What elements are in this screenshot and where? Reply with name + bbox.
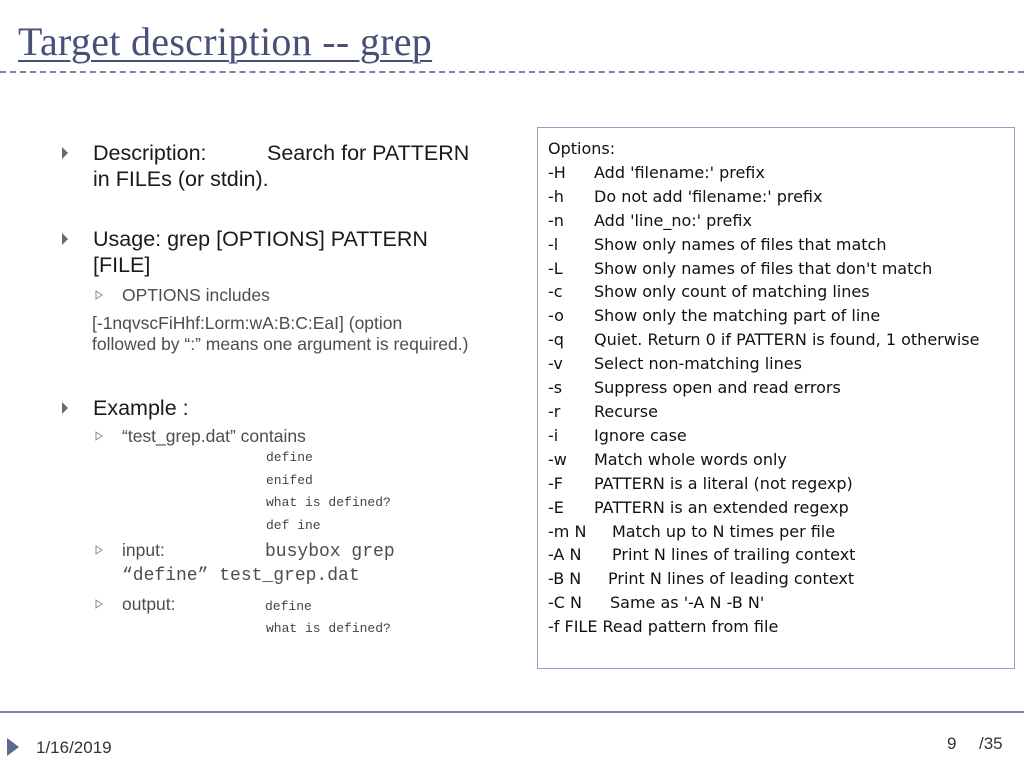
input-label: input: xyxy=(122,540,165,560)
option-flag: -v xyxy=(548,354,563,374)
input-bullet xyxy=(60,539,525,587)
slide-content xyxy=(60,140,525,641)
option-desc: Match whole words only xyxy=(594,449,787,469)
option-row xyxy=(548,520,1004,544)
option-desc: Read pattern from file xyxy=(602,617,779,637)
option-flag: -s xyxy=(548,378,563,398)
option-flag: -o xyxy=(548,306,564,326)
option-flag: -A N xyxy=(548,545,582,565)
option-row xyxy=(548,209,1004,233)
option-row xyxy=(548,233,1004,257)
option-row xyxy=(548,280,1004,304)
option-row xyxy=(548,567,1004,591)
option-desc: Same as '-A N -B N' xyxy=(610,593,765,613)
option-row xyxy=(548,185,1004,209)
option-desc: Quiet. Return 0 if PATTERN is found, 1 otherwise xyxy=(594,330,980,350)
option-flag: -C N xyxy=(548,593,582,613)
description-text-2: in FILEs (or stdin). xyxy=(93,167,269,191)
option-flag: -q xyxy=(548,330,564,350)
options-header: Options: xyxy=(548,139,616,158)
description-bullet xyxy=(60,140,525,192)
bullet-arrow-icon xyxy=(60,144,70,162)
option-desc: Add 'line_no:' prefix xyxy=(594,210,752,230)
option-flag: -n xyxy=(548,210,564,230)
option-desc: Add 'filename:' prefix xyxy=(594,162,765,182)
option-row xyxy=(548,424,1004,448)
bullet-arrow-icon xyxy=(60,399,70,417)
file-line: what is defined? xyxy=(266,495,391,510)
option-row xyxy=(548,161,1004,185)
usage-line-1: Usage: grep [OPTIONS] PATTERN xyxy=(93,227,428,251)
option-row xyxy=(548,328,1004,352)
option-flag: -m N xyxy=(548,521,587,541)
output-bullet xyxy=(60,593,525,618)
option-desc: Show only the matching part of line xyxy=(594,306,881,326)
option-desc: PATTERN is a literal (not regexp) xyxy=(594,473,853,493)
footer-divider xyxy=(0,711,1024,713)
option-row xyxy=(548,496,1004,520)
options-box xyxy=(537,127,1015,669)
option-desc: Recurse xyxy=(594,401,658,421)
option-row xyxy=(548,615,1004,639)
footer-date: 1/16/2019 xyxy=(36,738,112,757)
option-flag: -L xyxy=(548,258,563,278)
sub-bullet-arrow-icon xyxy=(95,598,103,610)
file-contents xyxy=(60,447,525,537)
option-flag: -F xyxy=(548,473,563,493)
option-row xyxy=(548,400,1004,424)
page-number: 9 xyxy=(947,734,957,753)
file-contains-bullet xyxy=(60,425,525,447)
title-divider xyxy=(0,71,1024,73)
example-label: Example : xyxy=(93,396,189,420)
output-contents xyxy=(60,618,525,641)
option-row xyxy=(548,352,1004,376)
option-flag: -w xyxy=(548,449,567,469)
option-row xyxy=(548,376,1004,400)
sub-bullet-arrow-icon xyxy=(95,544,103,556)
sub-bullet-arrow-icon xyxy=(95,289,103,301)
option-row xyxy=(548,591,1004,615)
sub-bullet-arrow-icon xyxy=(95,430,103,442)
option-desc: Print N lines of trailing context xyxy=(612,545,856,565)
option-desc: Match up to N times per file xyxy=(612,521,836,541)
file-line: define xyxy=(266,450,313,465)
example-bullet xyxy=(60,395,525,421)
options-includes-bullet xyxy=(60,284,525,306)
usage-bullet xyxy=(60,226,525,278)
option-desc: Show only count of matching lines xyxy=(594,282,870,302)
option-flag: -h xyxy=(548,186,564,206)
option-desc: Ignore case xyxy=(594,425,687,445)
slide-title: Target description -- grep xyxy=(18,19,433,64)
options-note-line-1: [-1nqvscFiHhf:Lorm:wA:B:C:EaI] (option xyxy=(92,313,403,333)
option-row xyxy=(548,448,1004,472)
output-label: output: xyxy=(122,594,176,614)
option-desc: Show only names of files that match xyxy=(594,234,887,254)
file-line: def ine xyxy=(266,517,321,533)
description-label: Description: xyxy=(93,141,207,165)
bullet-arrow-icon xyxy=(60,230,70,248)
option-row xyxy=(548,257,1004,281)
description-text-1: Search for PATTERN xyxy=(267,141,470,165)
page-total: /35 xyxy=(979,734,1003,753)
file-contains-text: “test_grep.dat” contains xyxy=(122,426,306,446)
input-command-1: busybox grep xyxy=(265,542,395,562)
output-line: what is defined? xyxy=(266,621,391,636)
output-line: define xyxy=(265,599,312,614)
input-command-2: “define” test_grep.dat xyxy=(122,566,360,586)
footer-play-icon xyxy=(6,736,20,758)
option-desc: Print N lines of leading context xyxy=(608,569,855,589)
option-flag: -i xyxy=(548,425,559,445)
option-desc: PATTERN is an extended regexp xyxy=(594,497,849,517)
option-row xyxy=(548,543,1004,567)
option-row xyxy=(548,472,1004,496)
option-flag: -r xyxy=(548,401,561,421)
option-row xyxy=(548,304,1004,328)
usage-line-2: [FILE] xyxy=(93,253,151,277)
file-line: enifed xyxy=(266,472,313,488)
options-note xyxy=(60,313,525,355)
option-flag: -f FILE xyxy=(548,617,598,637)
option-desc: Do not add 'filename:' prefix xyxy=(594,186,823,206)
option-desc: Show only names of files that don't match xyxy=(594,258,933,278)
option-flag: -H xyxy=(548,162,566,182)
options-includes-text: OPTIONS includes xyxy=(122,285,270,305)
option-flag: -c xyxy=(548,282,563,302)
option-flag: -B N xyxy=(548,569,582,589)
option-desc: Select non-matching lines xyxy=(594,354,802,374)
options-note-line-2: followed by “:” means one argument is required.) xyxy=(92,334,469,354)
option-flag: -l xyxy=(548,234,559,254)
option-desc: Suppress open and read errors xyxy=(594,378,841,398)
option-flag: -E xyxy=(548,497,564,517)
